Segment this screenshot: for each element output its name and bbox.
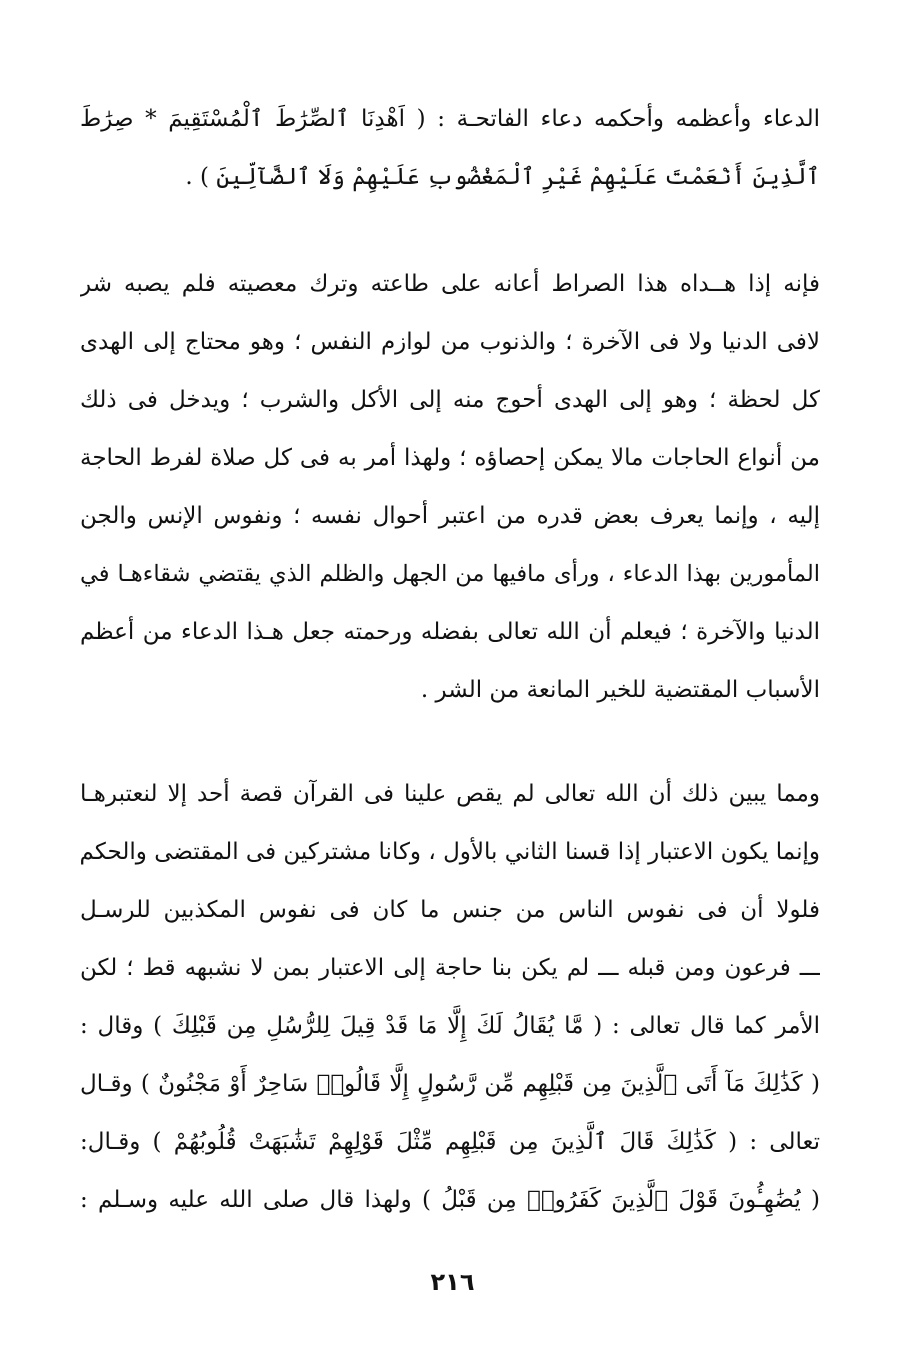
text-line: كل لحظة ؛ وهو إلى الهدى أحوج منه إلى الأكل والشرب ؛ ويدخل فى ذلك: [80, 387, 820, 413]
text-line: لافى الدنيا ولا فى الآخرة ؛ والذنوب من لوازم النفس ؛ وهو محتاج إلى الهدى: [80, 329, 820, 355]
text-line: ( يُضَٰهِـُٔونَ قَوْلَ ٱلَّذِينَ كَفَرُوا۟ مِن قَبْلُ ) ولهذا قال صلى الله عليه وسـلم :: [80, 1187, 820, 1213]
text-line: إليه ، وإنما يعرف بعض قدره من اعتبر أحوال نفسه ؛ ونفوس الإنس والجن: [80, 503, 820, 529]
text-line: الأسباب المقتضية للخير المانعة من الشر .: [420, 677, 820, 703]
text-line: الأمر كما قال تعالى : ( مَّا يُقَالُ لَكَ إِلَّا مَا قَدْ قِيلَ لِلرُّسُلِ مِن قَبْلِكَ ) وقال :: [80, 1013, 820, 1039]
text-line: من أنواع الحاجات مالا يمكن إحصاؤه ؛ ولهذا أمر به فى كل صلاة لفرط الحاجة: [80, 445, 820, 471]
paragraph-stories: [80, 765, 820, 1229]
text-line: الدعاء وأعظمه وأحكمه دعاء الفاتحـة : ( اَهْدِنَا ٱلصِّرَٰطَ ٱلْمُسْتَقِيمَ * صِرَٰطَ: [80, 106, 820, 132]
paragraph-fatiha: [80, 90, 820, 206]
text-line: ومما يبين ذلك أن الله تعالى لم يقص علينا فى القرآن قصة أحد إلا لنعتبرهـا: [80, 781, 820, 807]
text-line: ( كَذَٰلِكَ مَآ أَتَى ٱلَّذِينَ مِن قَبْلِهِم مِّن رَّسُولٍ إِلَّا قَالُوا۟ سَاحِرٌ أَوْ مَجْنُونٌ ) وقـال: [80, 1071, 820, 1097]
text-line: ـــ فرعون ومن قبله ـــ لم يكن بنا حاجة إلى الاعتبار بمن لا نشبهه قط ؛ لكن: [80, 955, 820, 981]
text-line: وإنما يكون الاعتبار إذا قسنا الثاني بالأول ، وكانا مشتركين فى المقتضى والحكم: [80, 839, 820, 865]
text-line: ٱلَّذِينَ أَنْعَمْتَ عَلَيْهِمْ غَيْرِ ٱلْمَغْضُوبِ عَلَيْهِمْ وَلَا ٱلضَّآلِّينَ ) .: [185, 164, 820, 190]
paragraph-guidance: [80, 255, 820, 719]
text-line: الدنيا والآخرة ؛ فيعلم أن الله تعالى بفضله ورحمته جعل هـذا الدعاء من أعظم: [80, 619, 820, 645]
text-line: فإنه إذا هــداه هذا الصراط أعانه على طاعته وترك معصيته فلم يصبه شر: [80, 271, 820, 297]
page-number: ٢١٦: [430, 1268, 475, 1296]
text-line: فلولا أن فى نفوس الناس من جنس ما كان فى نفوس المكذبين للرسـل: [80, 897, 820, 923]
text-line: المأمورين بهذا الدعاء ، ورأى مافيها من الجهل والظلم الذي يقتضي شقاءهـا في: [80, 561, 820, 587]
text-line: تعالى : ( كَذَٰلِكَ قَالَ ٱلَّذِينَ مِن قَبْلِهِم مِّثْلَ قَوْلِهِمْ تَشَٰبَهَتْ قُلُوبُهُمْ ) وقـال:: [80, 1129, 820, 1155]
